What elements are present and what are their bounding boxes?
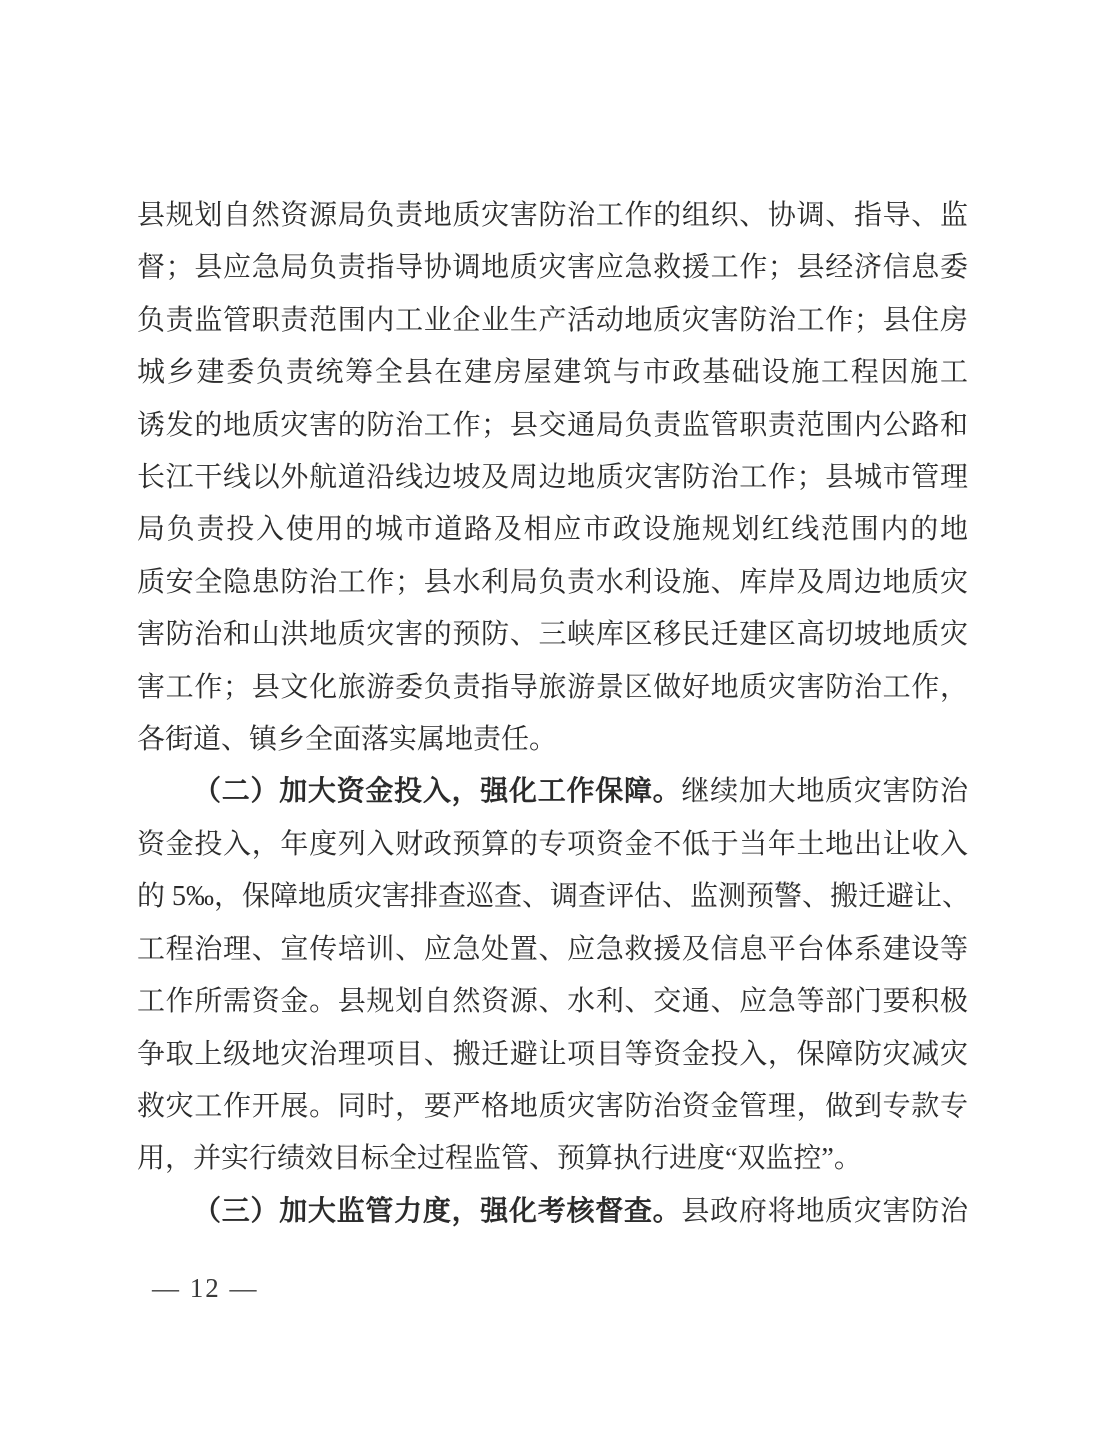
page-number: — 12 — [152, 1273, 259, 1303]
text-line [137, 1133, 968, 1185]
text-line [137, 190, 968, 242]
text-segment: 负责监管职责范围内工业企业生产活动地质灾害防治工作；县住房 [137, 304, 968, 336]
text-segment: 质安全隐患防治工作；县水利局负责水利设施、库岸及周边地质灾 [137, 566, 968, 598]
text-segment: 害防治和山洪地质灾害的预防、三峡库区移民迁建区高切坡地质灾 [137, 619, 968, 651]
text-segment: 资金投入，年度列入财政预算的专项资金不低于当年土地出让收入 [137, 828, 968, 860]
text-segment: 城乡建委负责统筹全县在建房屋建筑与市政基础设施工程因施工 [137, 357, 968, 389]
text-lines [137, 190, 971, 1238]
text-line [137, 871, 971, 923]
text-line [137, 557, 968, 609]
bold-text-segment: （二）加大资金投入，强化工作保障。 [193, 776, 682, 808]
text-segment: 继续加大地质灾害防治 [681, 776, 968, 808]
text-segment: 的 5‰，保障地质灾害排查巡查、调查评估、监测预警、搬迁避让、 [137, 881, 971, 913]
text-segment: 局负责投入使用的城市道路及相应市政设施规划红线范围内的地 [137, 514, 968, 546]
text-line [137, 452, 968, 504]
text-segment: 诱发的地质灾害的防治工作；县交通局负责监管职责范围内公路和 [137, 409, 968, 441]
text-segment: 工程治理、宣传培训、应急处置、应急救援及信息平台体系建设等 [137, 933, 968, 965]
text-line [137, 976, 968, 1028]
text-segment: 长江干线以外航道沿线边坡及周边地质灾害防治工作；县城市管理 [137, 462, 968, 494]
text-line [137, 1081, 968, 1133]
text-line [137, 504, 968, 556]
text-line [137, 295, 968, 347]
text-line [137, 400, 968, 452]
text-segment: 用，并实行绩效目标全过程监管、预算执行进度“双监控”。 [137, 1143, 862, 1175]
text-segment: 救灾工作开展。同时，要严格地质灾害防治资金管理，做到专款专 [137, 1090, 968, 1122]
text-line [137, 924, 968, 976]
text-line [137, 714, 968, 766]
text-segment: 各街道、镇乡全面落实属地责任。 [137, 724, 558, 756]
text-line [137, 1186, 968, 1238]
text-segment: 害工作；县文化旅游委负责指导旅游景区做好地质灾害防治工作， [137, 671, 968, 703]
text-line [137, 662, 968, 714]
text-line [137, 1029, 968, 1081]
text-segment: 工作所需资金。县规划自然资源、水利、交通、应急等部门要积极 [137, 986, 968, 1018]
text-segment: 县政府将地质灾害防治 [681, 1195, 968, 1227]
text-segment: 督；县应急局负责指导协调地质灾害应急救援工作；县经济信息委 [137, 252, 968, 284]
bold-text-segment: （三）加大监管力度，强化考核督查。 [193, 1195, 682, 1227]
text-segment: 县规划自然资源局负责地质灾害防治工作的组织、协调、指导、监 [137, 200, 968, 231]
text-line [137, 819, 968, 871]
text-line [137, 242, 968, 294]
text-line [137, 609, 968, 661]
text-segment: 争取上级地灾治理项目、搬迁避让项目等资金投入，保障防灾减灾 [137, 1038, 968, 1070]
text-line [137, 347, 968, 399]
text-line [137, 766, 968, 818]
